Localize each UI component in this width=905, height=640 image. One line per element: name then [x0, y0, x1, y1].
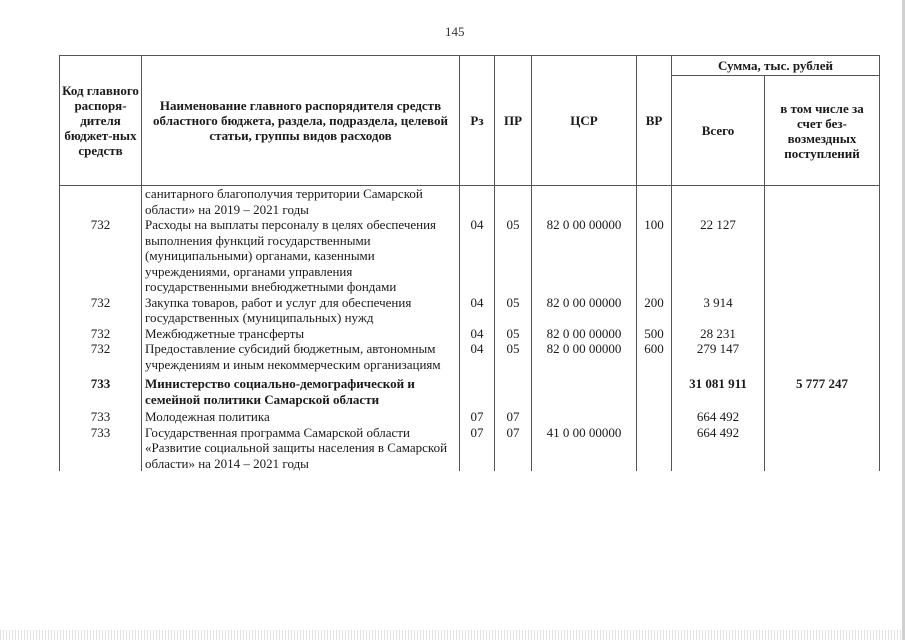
cell-csr: 82 0 00 00000: [532, 326, 637, 342]
cell-vr: 100: [637, 217, 672, 295]
cell-rz: [460, 372, 495, 409]
cell-csr: 82 0 00 00000: [532, 217, 637, 295]
cell-rz: [460, 186, 495, 218]
header-pr: ПР: [495, 56, 532, 186]
cell-rz: 04: [460, 326, 495, 342]
cell-grant: [765, 409, 880, 425]
cell-vr: 200: [637, 295, 672, 326]
cell-vr: [637, 186, 672, 218]
cell-code: 732: [60, 217, 142, 295]
header-name: Наименование главного распорядителя средств областного бюджета, раздела, подраздела, целевой статьи, группы видов расходов: [142, 56, 460, 186]
cell-pr: 05: [495, 295, 532, 326]
cell-name: Межбюджетные трансферты: [142, 326, 460, 342]
cell-name: Молодежная политика: [142, 409, 460, 425]
header-vr: ВР: [637, 56, 672, 186]
table-header: [60, 56, 880, 186]
cell-code: 732: [60, 341, 142, 372]
cell-grant: [765, 425, 880, 472]
cell-total: 28 231: [672, 326, 765, 342]
table-row: [60, 372, 880, 409]
cell-total: 664 492: [672, 425, 765, 472]
cell-csr: [532, 409, 637, 425]
cell-grant: [765, 341, 880, 372]
cell-vr: 600: [637, 341, 672, 372]
cell-rz: 04: [460, 341, 495, 372]
cell-code: 732: [60, 326, 142, 342]
cell-code: 733: [60, 425, 142, 472]
cell-pr: 07: [495, 425, 532, 472]
table-row: [60, 295, 880, 326]
cell-vr: [637, 425, 672, 472]
cell-pr: 05: [495, 217, 532, 295]
cell-pr: [495, 186, 532, 218]
scan-noise: [0, 630, 905, 640]
header-total: Всего: [672, 76, 765, 186]
table-row: [60, 409, 880, 425]
cell-name: Государственная программа Самарской области «Развитие социальной защиты населения в Самарской области» на 2014 – 2021 годы: [142, 425, 460, 472]
cell-rz: 07: [460, 409, 495, 425]
cell-total: 22 127: [672, 217, 765, 295]
cell-name: санитарного благополучия территории Самарской области» на 2019 – 2021 годы: [142, 186, 460, 218]
cell-grant: [765, 295, 880, 326]
table-body: [60, 186, 880, 472]
cell-rz: 04: [460, 217, 495, 295]
table-row: [60, 425, 880, 472]
table-row: [60, 217, 880, 295]
cell-csr: 41 0 00 00000: [532, 425, 637, 472]
cell-pr: [495, 372, 532, 409]
cell-vr: 500: [637, 326, 672, 342]
budget-table: [59, 55, 880, 471]
cell-pr: 05: [495, 341, 532, 372]
table-row: [60, 341, 880, 372]
cell-vr: [637, 409, 672, 425]
cell-total: 31 081 911: [672, 372, 765, 409]
page-number: 145: [445, 24, 465, 39]
table-row: [60, 326, 880, 342]
cell-total: 664 492: [672, 409, 765, 425]
cell-code: 733: [60, 409, 142, 425]
header-grant: в том числе за счет без-возмездных поступлений: [765, 76, 880, 186]
cell-grant: 5 777 247: [765, 372, 880, 409]
cell-total: [672, 186, 765, 218]
cell-total: 279 147: [672, 341, 765, 372]
cell-code: 732: [60, 295, 142, 326]
cell-csr: 82 0 00 00000: [532, 341, 637, 372]
header-sum-group: Сумма, тыс. рублей: [672, 56, 880, 76]
cell-grant: [765, 217, 880, 295]
cell-grant: [765, 186, 880, 218]
cell-total: 3 914: [672, 295, 765, 326]
table-row: [60, 186, 880, 218]
header-code: Код главного распоря-дителя бюджет-ных средств: [60, 56, 142, 186]
cell-pr: 07: [495, 409, 532, 425]
cell-csr: 82 0 00 00000: [532, 295, 637, 326]
cell-name: Расходы на выплаты персоналу в целях обеспечения выполнения функций государственными (муниципальными) органами, казенными учреждениями, органами управления государственными внебюджетными фондами: [142, 217, 460, 295]
cell-rz: 04: [460, 295, 495, 326]
cell-code: 733: [60, 372, 142, 409]
cell-code: [60, 186, 142, 218]
cell-grant: [765, 326, 880, 342]
cell-pr: 05: [495, 326, 532, 342]
cell-csr: [532, 372, 637, 409]
cell-vr: [637, 372, 672, 409]
cell-name: Предоставление субсидий бюджетным, автономным учреждениям и иным некоммерческим организациям: [142, 341, 460, 372]
cell-name: Закупка товаров, работ и услуг для обеспечения государственных (муниципальных) нужд: [142, 295, 460, 326]
header-rz: Рз: [460, 56, 495, 186]
cell-rz: 07: [460, 425, 495, 472]
cell-name: Министерство социально-демографической и семейной политики Самарской области: [142, 372, 460, 409]
header-csr: ЦСР: [532, 56, 637, 186]
cell-csr: [532, 186, 637, 218]
